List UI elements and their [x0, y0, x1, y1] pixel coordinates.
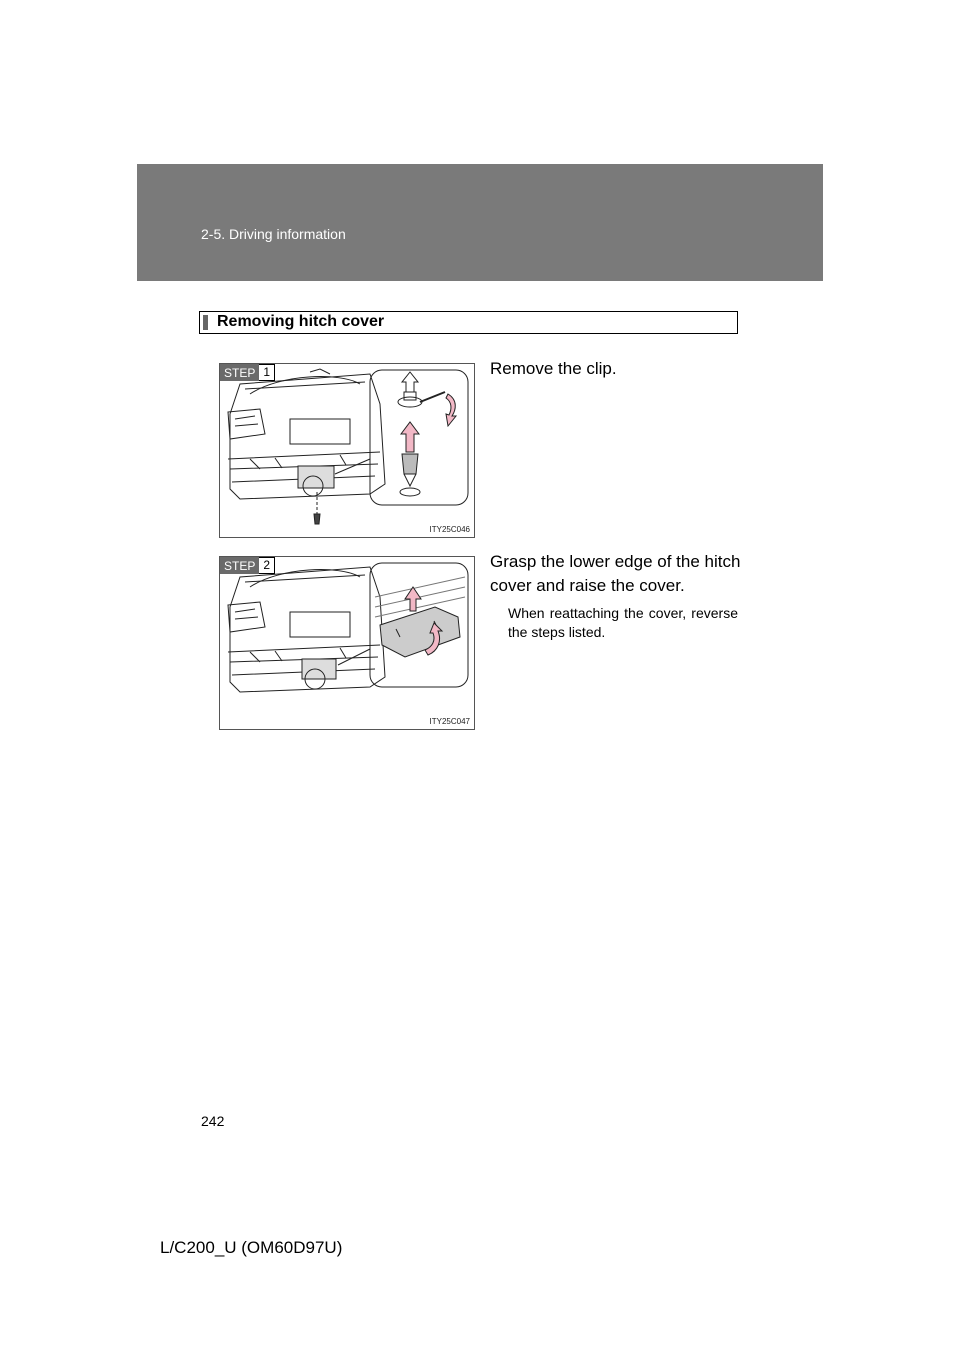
step2-illustration — [220, 557, 474, 729]
page-header — [137, 164, 823, 281]
header-section-label: 2-5. Driving information — [201, 226, 346, 242]
step1-figure-code: ITY25C046 — [429, 525, 470, 534]
document-code-footer: L/C200_U (OM60D97U) — [160, 1238, 343, 1257]
step1-badge-number: 1 — [259, 364, 275, 381]
step2-figure — [219, 556, 475, 730]
step2-text: Grasp the lower edge of the hitch cover and raise the cover. — [490, 552, 741, 595]
step2-note: When reattaching the cover, reverse the steps listed. — [508, 605, 738, 640]
page-number: 242 — [201, 1113, 225, 1129]
step2-figure-code: ITY25C047 — [429, 717, 470, 726]
step1-illustration — [220, 364, 474, 537]
step2-badge — [220, 557, 275, 574]
step1-figure — [219, 363, 475, 538]
step2-badge-label: STEP — [220, 557, 259, 574]
section-title-box — [199, 311, 738, 334]
section-title: Removing hitch cover — [217, 313, 385, 330]
step1-text: Remove the clip. — [490, 359, 617, 378]
step1-badge — [220, 364, 275, 381]
step1-badge-label: STEP — [220, 364, 259, 381]
step2-badge-number: 2 — [259, 557, 275, 574]
title-bar-marker — [203, 315, 208, 330]
